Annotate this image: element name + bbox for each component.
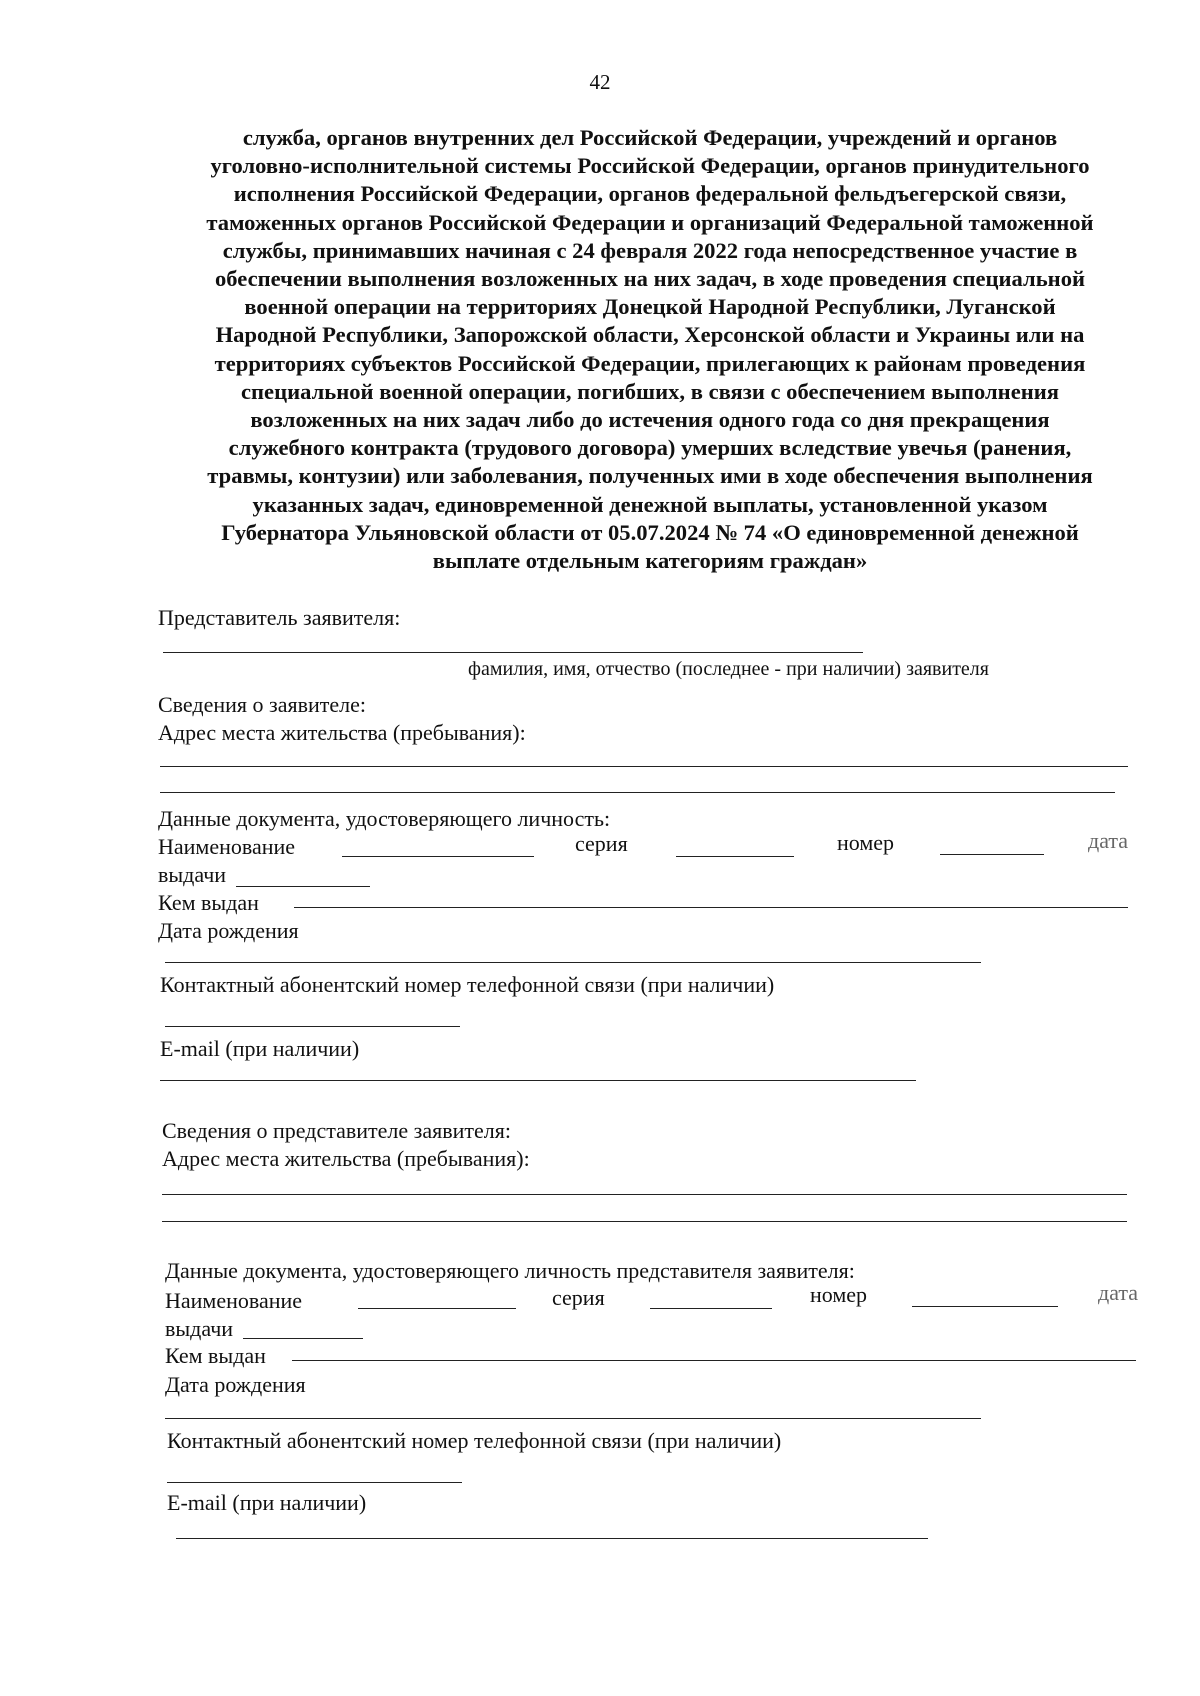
- heading-line: исполнения Российской Федерации, органов федеральной фельдъегерской связи,: [233, 181, 1067, 207]
- representative-doc-label: Данные документа, удостоверяющего личность представителя заявителя:: [165, 1258, 855, 1283]
- applicant-address-field-1[interactable]: [160, 766, 1128, 767]
- heading-line: обеспечении выполнения возложенных на них задач, в ходе проведения специальной: [214, 266, 1086, 292]
- applicant-birth-label: Дата рождения: [158, 918, 299, 943]
- representative-date-label: дата: [1098, 1280, 1139, 1305]
- representative-label: Представитель заявителя:: [158, 605, 401, 630]
- applicant-number-field[interactable]: [940, 854, 1044, 855]
- heading-line: территориях субъектов Российской Федерации, прилегающих к районам проведения: [214, 350, 1086, 376]
- representative-issue-date-field[interactable]: [243, 1338, 363, 1339]
- applicant-issued-by-field[interactable]: [294, 907, 1128, 908]
- applicant-phone-label: Контактный абонентский номер телефонной связи (при наличии): [160, 972, 775, 997]
- heading-line: служба, органов внутренних дел Российской Федерации, учреждений и органов: [242, 125, 1058, 150]
- applicant-issue-label: выдачи: [158, 862, 227, 887]
- representative-series-label: серия: [552, 1285, 605, 1310]
- applicant-issued-by-label: Кем выдан: [158, 890, 259, 915]
- heading-line: возложенных на них задач либо до истечения одного года со дня прекращения: [250, 407, 1050, 433]
- heading-line: уголовно-исполнительной системы Российской Федерации, органов принудительного: [210, 153, 1090, 179]
- form-heading: [160, 124, 1140, 575]
- representative-name-caption: фамилия, имя, отчество (последнее - при наличии) заявителя: [468, 658, 989, 680]
- representative-issued-by-field[interactable]: [292, 1360, 1136, 1361]
- representative-doc-name-label: Наименование: [165, 1288, 303, 1313]
- heading-line: служебного контракта (трудового договора) умерших вследствие увечья (ранения,: [228, 435, 1072, 461]
- applicant-address-label: Адрес места жительства (пребывания):: [158, 720, 526, 745]
- applicant-email-field[interactable]: [160, 1080, 916, 1081]
- heading-line: травмы, контузии) или заболевания, полученных ими в ходе обеспечения выполнения: [207, 463, 1093, 489]
- applicant-doc-name-label: Наименование: [158, 834, 296, 859]
- heading-line: службы, принимавших начиная с 24 февраля 2022 года непосредственное участие в: [222, 237, 1078, 263]
- heading-line: специальной военной операции, погибших, в связи с обеспечением выполнения: [241, 378, 1059, 404]
- representative-doc-name-field[interactable]: [358, 1308, 516, 1309]
- representative-number-field[interactable]: [912, 1306, 1058, 1307]
- applicant-issue-date-field[interactable]: [236, 886, 370, 887]
- applicant-doc-name-field[interactable]: [342, 856, 534, 857]
- applicant-series-field[interactable]: [676, 856, 794, 857]
- applicant-number-label: номер: [837, 830, 895, 855]
- applicant-section-title: Сведения о заявителе:: [158, 692, 367, 717]
- page-number: 42: [589, 70, 611, 94]
- applicant-series-label: серия: [575, 831, 628, 856]
- applicant-email-label: E-mail (при наличии): [160, 1036, 360, 1061]
- heading-line: Народной Республики, Запорожской области, Херсонской области и Украины или на: [215, 322, 1085, 348]
- representative-section-title: Сведения о представителе заявителя:: [162, 1118, 511, 1143]
- representative-phone-label: Контактный абонентский номер телефонной связи (при наличии): [167, 1428, 782, 1453]
- heading-line: выплате отдельным категориям граждан»: [432, 548, 868, 574]
- representative-address-label: Адрес места жительства (пребывания):: [162, 1146, 530, 1171]
- heading-line: таможенных органов Российской Федерации и организаций Федеральной таможенной: [206, 209, 1094, 235]
- representative-phone-field[interactable]: [167, 1482, 462, 1483]
- representative-series-field[interactable]: [650, 1308, 772, 1309]
- representative-email-label: E-mail (при наличии): [167, 1490, 367, 1515]
- representative-birth-label: Дата рождения: [165, 1372, 306, 1397]
- representative-number-label: номер: [810, 1282, 868, 1307]
- heading-line: Губернатора Ульяновской области от 05.07.2024 № 74 «О единовременной денежной: [221, 519, 1079, 545]
- applicant-doc-label: Данные документа, удостоверяющего личность:: [158, 806, 611, 831]
- applicant-phone-field[interactable]: [165, 1026, 460, 1027]
- applicant-address-field-2[interactable]: [160, 792, 1115, 793]
- representative-address-field-1[interactable]: [162, 1194, 1127, 1195]
- representative-address-field-2[interactable]: [162, 1221, 1127, 1222]
- applicant-date-label: дата: [1088, 828, 1129, 853]
- heading-line: военной операции на территориях Донецкой Народной Республики, Луганской: [244, 294, 1056, 320]
- representative-issued-by-label: Кем выдан: [165, 1343, 266, 1368]
- applicant-birth-field[interactable]: [165, 962, 981, 963]
- representative-name-field[interactable]: [163, 652, 863, 653]
- representative-birth-field[interactable]: [165, 1418, 981, 1419]
- representative-issue-label: выдачи: [165, 1316, 234, 1341]
- representative-email-field[interactable]: [176, 1538, 928, 1539]
- heading-line: указанных задач, единовременной денежной выплаты, установленной указом: [252, 491, 1048, 517]
